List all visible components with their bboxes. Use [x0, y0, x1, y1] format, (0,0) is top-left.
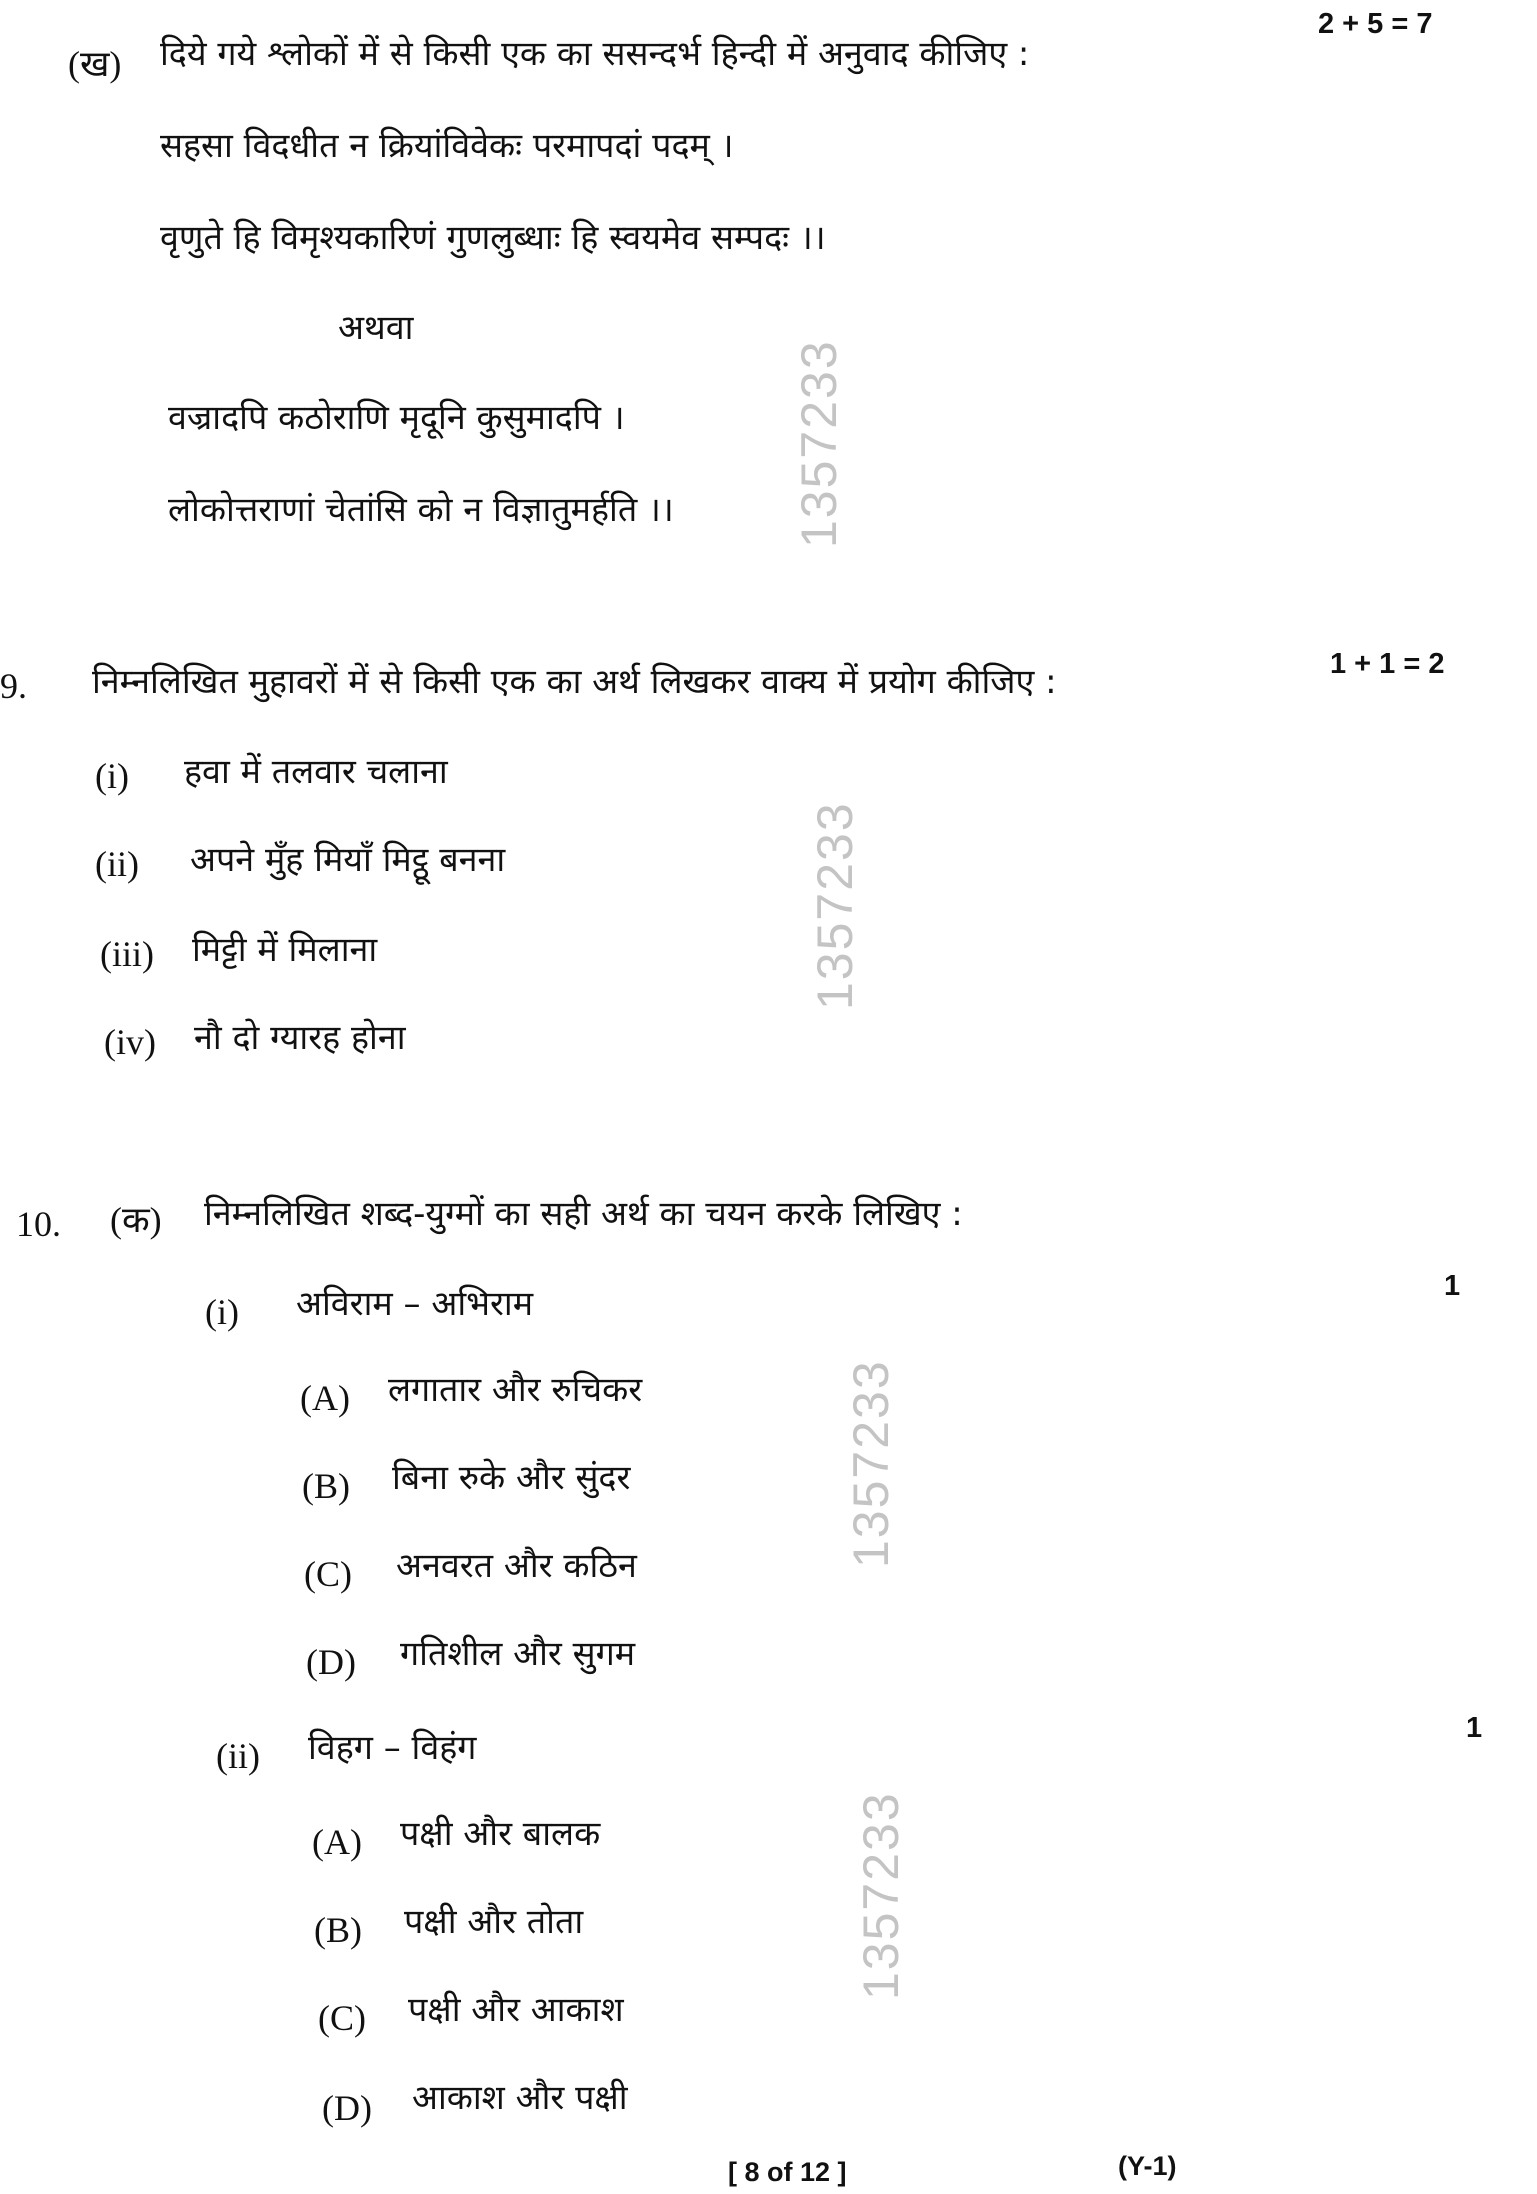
q9-item-text: मिट्टी में मिलाना: [192, 930, 378, 970]
option-text: पक्षी और आकाश: [408, 1990, 624, 2030]
q9-item-label: (iii): [100, 934, 154, 974]
option-text: गतिशील और सुगम: [400, 1634, 636, 1674]
option-text: बिना रुके और सुंदर: [392, 1458, 631, 1498]
option-text: पक्षी और बालक: [400, 1814, 601, 1854]
q9-item-label: (i): [95, 756, 129, 796]
option-text: अनवरत और कठिन: [396, 1546, 637, 1586]
q10-sub1-marks: 1: [1444, 1270, 1461, 1302]
option-label: (B): [314, 1910, 362, 1950]
q10-instruction: निम्नलिखित शब्द-युग्मों का सही अर्थ का चयन करके लिखिए :: [204, 1194, 963, 1234]
q8b-label: (ख): [68, 44, 122, 84]
q9-item-text: हवा में तलवार चलाना: [184, 752, 448, 792]
q8b-instruction: दिये गये श्लोकों में से किसी एक का ससन्दर्भ हिन्दी में अनुवाद कीजिए :: [160, 34, 1030, 74]
q9-item-text: अपने मुँह मियाँ मिट्ठू बनना: [190, 840, 506, 880]
option-label: (A): [312, 1822, 362, 1862]
q10-number: 10.: [16, 1204, 61, 1244]
option-label: (D): [306, 1642, 356, 1682]
option-label: (D): [322, 2088, 372, 2128]
option-text: पक्षी और तोता: [404, 1902, 584, 1942]
watermark: 1357233: [843, 1359, 899, 1568]
or-label: अथवा: [338, 308, 414, 348]
page-number: [ 8 of 12 ]: [728, 2157, 847, 2187]
q8b-marks: 2 + 5 = 7: [1318, 8, 1433, 40]
watermark: 1357233: [791, 339, 847, 548]
watermark: 1357233: [807, 801, 863, 1010]
q9-item-label: (iv): [104, 1022, 156, 1062]
q10-sub2-text: विहग – विहंग: [308, 1728, 477, 1768]
q10-part-label: (क): [110, 1200, 162, 1240]
watermark: 1357233: [853, 1791, 909, 2000]
q10-sub1-text: अविराम – अभिराम: [296, 1284, 534, 1324]
q10-sub1-label: (i): [205, 1292, 239, 1332]
option-text: लगातार और रुचिकर: [388, 1370, 643, 1410]
verse2-line2: लोकोत्तराणां चेतांसि को न विज्ञातुमर्हति ।।: [168, 490, 674, 530]
q9-marks: 1 + 1 = 2: [1330, 648, 1445, 680]
option-label: (A): [300, 1378, 350, 1418]
option-text: आकाश और पक्षी: [412, 2078, 628, 2118]
q10-sub2-label: (ii): [216, 1736, 260, 1776]
q9-number: 9.: [0, 666, 27, 706]
q9-item-label: (ii): [95, 844, 139, 884]
option-label: (B): [302, 1466, 350, 1506]
verse2-line1: वज्रादपि कठोराणि मृदूनि कुसुमादपि ।: [168, 398, 625, 438]
option-label: (C): [318, 1998, 366, 2038]
verse1-line1: सहसा विदधीत न क्रियांविवेकः परमापदां पदम् ।: [160, 126, 734, 166]
q9-item-text: नौ दो ग्यारह होना: [194, 1018, 406, 1058]
q10-sub2-marks: 1: [1466, 1712, 1483, 1744]
q9-instruction: निम्नलिखित मुहावरों में से किसी एक का अर्थ लिखकर वाक्य में प्रयोग कीजिए :: [92, 662, 1057, 702]
paper-code: (Y-1): [1118, 2151, 1177, 2181]
option-label: (C): [304, 1554, 352, 1594]
verse1-line2: वृणुते हि विमृश्यकारिणं गुणलुब्धाः हि स्वयमेव सम्पदः ।।: [160, 218, 826, 258]
